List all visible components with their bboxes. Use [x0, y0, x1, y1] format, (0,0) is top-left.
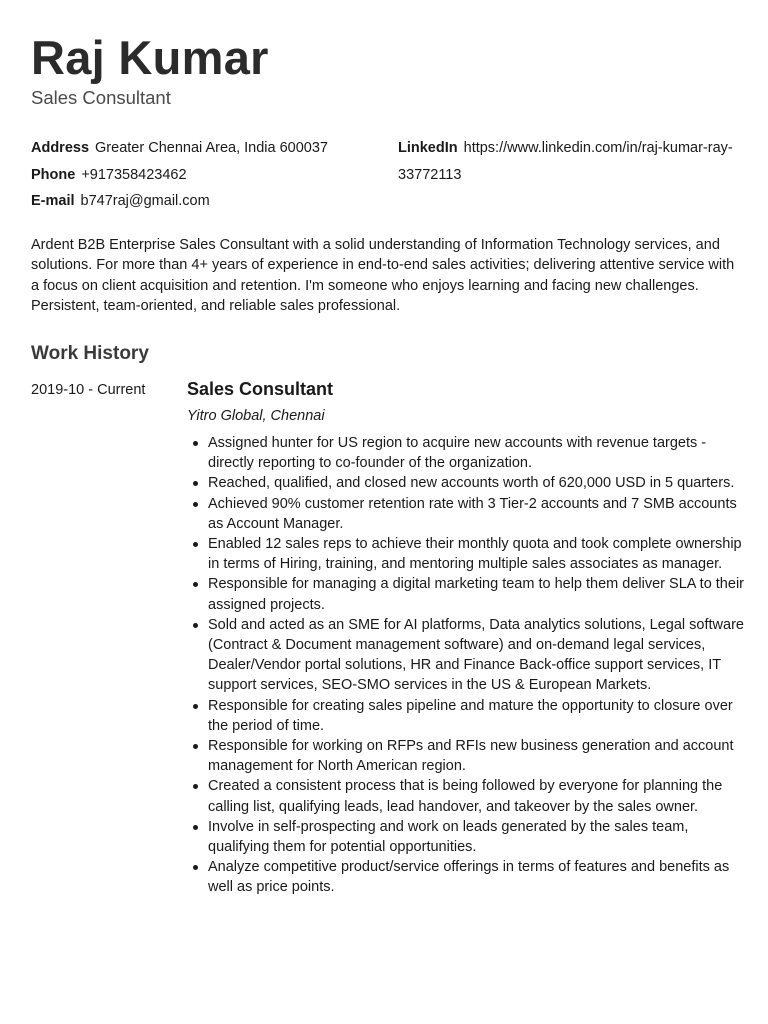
job-bullets — [187, 433, 747, 898]
contact-phone — [31, 162, 391, 189]
job-bullet: Analyze competitive product/service offerings in terms of features and benefits as well as price points. — [187, 857, 747, 897]
job-bullet: Assigned hunter for US region to acquire new accounts with revenue targets - directly reporting to co-founder of the organization. — [187, 433, 747, 473]
linkedin-label: LinkedIn — [398, 140, 458, 156]
job-bullet: Involve in self-prospecting and work on leads generated by the sales team, qualifying them for potential opportunities. — [187, 817, 747, 857]
job-company: Yitro Global, Chennai — [187, 408, 325, 424]
job-bullet: Responsible for working on RFPs and RFIs new business generation and account management for North American region. — [187, 736, 747, 776]
professional-summary: Ardent B2B Enterprise Sales Consultant with a solid understanding of Information Technology services, and solutions. For more than 4+ years of experience in end-to-end sales activities; delivering attentive service with a focus on client acquisition and retention. I'm someone who enjoys learning and facing new challenges. Persistent, team-oriented, and reliable sales professional. — [31, 237, 735, 315]
job-bullet: Responsible for creating sales pipeline and mature the opportunity to closure over the period of time. — [187, 696, 747, 736]
address-label: Address — [31, 140, 90, 156]
job-bullet: Sold and acted as an SME for AI platforms, Data analytics solutions, Legal software (Contract & Document management software) and on-demand legal services, Dealer/Vendor portal solutions, HR and Finance Back-office support services, IT support services, SEO-SMO services in the US & European Markets. — [187, 615, 747, 696]
linkedin-link[interactable]: https://www.linkedin.com/in/raj-kumar-ray-33772113 — [398, 140, 733, 183]
job-bullet: Created a consistent process that is being followed by everyone for planning the calling list, qualifying leads, lead handover, and takeover by the sales owner. — [187, 776, 747, 816]
phone-label: Phone — [31, 166, 76, 183]
contact-email — [31, 188, 391, 215]
phone-value: +917358423462 — [81, 166, 187, 183]
job-bullet: Reached, qualified, and closed new accounts worth of 620,000 USD in 5 quarters. — [187, 473, 747, 493]
job-entry — [187, 377, 747, 898]
job-title: Sales Consultant — [187, 379, 334, 399]
job-bullet: Responsible for managing a digital marketing team to help them deliver SLA to their assigned projects. — [187, 574, 747, 614]
job-bullet: Achieved 90% customer retention rate with 3 Tier-2 accounts and 7 SMB accounts as Account Manager. — [187, 494, 747, 534]
contact-linkedin — [398, 135, 743, 188]
email-label: E-mail — [31, 193, 75, 209]
address-value: Greater Chennai Area, India 600037 — [95, 140, 329, 156]
contact-column-left — [31, 135, 391, 215]
job-bullet: Enabled 12 sales reps to achieve their monthly quota and took complete ownership in terms of Hiring, training, and mentoring multiple sales associates as manager. — [187, 534, 747, 574]
job-date: 2019-10 - Current — [31, 382, 146, 398]
candidate-name: Raj Kumar — [31, 31, 269, 84]
candidate-title: Sales Consultant — [31, 87, 171, 108]
email-value: b747raj@gmail.com — [80, 193, 210, 209]
contact-column-right — [398, 135, 743, 188]
contact-address — [31, 135, 391, 162]
work-history-heading: Work History — [31, 343, 149, 364]
